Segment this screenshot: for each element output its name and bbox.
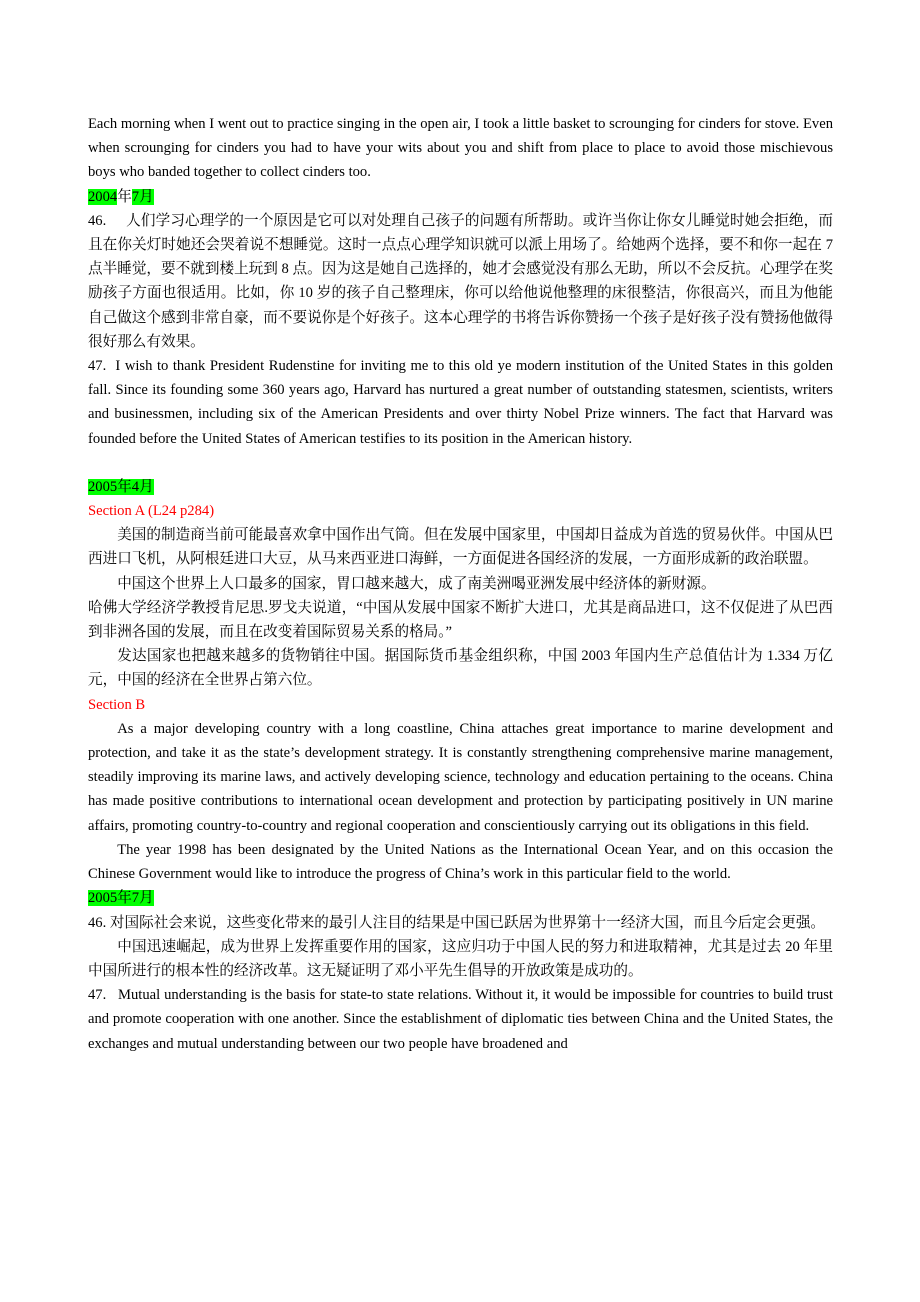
nian: 年 [117,890,132,907]
year: 2005 [88,478,118,495]
section-a-para: 美国的制造商当前可能最喜欢拿中国作出气筒。但在发展中国家里，中国却日益成为首选的贸易伙伴。中国从巴西进口飞机，从阿根廷进口大豆，从马来西亚进口海鲜，一方面促进各国经济的发展，一方面形成新的政治联盟。 [88,527,833,568]
nian: 年 [117,188,132,205]
spacer [88,451,833,475]
question-46-2005 [88,911,833,935]
section-a-para: 哈佛大学经济学教授肯尼思.罗戈夫说道，“中国从发展中国家不断扩大进口，尤其是商品进口，这不仅促进了从巴西到非洲各国的发展，而且在改变着国际贸易关系的格局。” [88,599,833,641]
yue: 月 [139,890,154,907]
month: 7 [131,188,140,205]
question-text: Mutual understanding is the basis for state-to state relations. Without it, it would be impossible for countries to build trust and promote cooperation with one another. Since the establishment of diplomatic ties between China and the United States, the exchanges and mutual understanding between our two people have broadened and [88,987,833,1052]
exam-date-2005-4 [88,475,833,499]
exam-date-2005-7 [88,886,833,910]
question-number: 46. [88,212,107,229]
question-47-2005 [88,983,833,1056]
question-text: I wish to thank President Rudenstine for inviting me to this old ye modern institution of the United States in this golden fall. Since its founding some 360 years ago, Harvard has nurtured a great number of outstanding statesmen, scientists, writers and businessmen, including six of the American Presidents and over thirty Nobel Prize winners. The fact that Harvard was founded before the United States of American testifies to its position in the American history. [88,358,834,447]
question-46-2005-para2: 中国迅速崛起，成为世界上发挥重要作用的国家，这应归功于中国人民的努力和进取精神，尤其是过去 20 年里中国所进行的根本性的经济改革。这无疑证明了邓小平先生倡导的开放政策是成功的。 [88,938,833,979]
question-number: 46. [88,914,107,931]
exam-date-2004-7 [88,185,833,209]
month: 7 [131,890,140,907]
document-page [88,112,833,1056]
month: 4 [131,478,140,495]
section-b-heading: Section B [88,696,146,713]
intro-paragraph: Each morning when I went out to practice singing in the open air, I took a little basket to scrounging for cinders for stove. Even when scrounging for cinders you had to have your wits about you and shift from place to place to avoid those mischievous boys who banded together to collect cinders too. [88,116,833,181]
year: 2004 [88,188,118,205]
question-47-2004 [88,354,833,451]
year: 2005 [88,890,118,907]
section-b-para: The year 1998 has been designated by the United Nations as the International Ocean Year, and on this occasion the Chinese Government would like to introduce the progress of China’s work in this particular field to the world. [88,841,833,883]
question-number: 47. [88,987,107,1004]
section-a-para: 中国这个世界上人口最多的国家，胃口越来越大，成了南美洲喝亚洲发展中经济体的新财源。 [117,575,716,592]
section-a-para: 发达国家也把越来越多的货物销往中国。据国际货币基金组织称，中国 2003 年国内生产总值估计为 1.334 万亿元，中国的经济在全世界占第六位。 [88,648,833,689]
yue: 月 [139,188,154,205]
nian: 年 [117,478,132,495]
question-number: 47. [88,358,107,375]
section-a-heading: Section A (L24 p284) [88,503,215,520]
question-text: 人们学习心理学的一个原因是它可以对处理自己孩子的问题有所帮助。或许当你让你女儿睡觉时她会拒绝，而且在你关灯时她还会哭着说不想睡觉。这时一点点心理学知识就可以派上用场了。给她两个选择，要不和你一起在 7 点半睡觉，要不就到楼上玩到 8 点。因为这是她自己选择的，她才会感觉没有那么无助，所以不会反抗。心理学在奖励孩子方面也很适用。比如，你 10 岁的孩子自己整理床，你可以给他说他整理的床很整洁，你很高兴，而且为他能自己做这个感到非常自豪，而不要说你是个好孩子。这本心理学的书将告诉你赞扬一个孩子是好孩子没有赞扬他做得很好那么有效果。 [88,212,833,350]
section-b-para: As a major developing country with a long coastline, China attaches great importance to marine development and protection, and take it as the state’s development strategy. It is constantly strengthening comprehensive marine management, steadily improving its marine laws, and actively developing science, technology and education pertaining to the oceans. China has made positive contributions to international ocean development and protection by participating positively in UN marine affairs, promoting country-to-country and regional cooperation and conscientiously carrying out its obligations in this field. [88,720,833,834]
question-text: 对国际社会来说，这些变化带来的最引人注目的结果是中国已跃居为世界第十一经济大国，而且今后定会更强。 [109,914,826,931]
yue: 月 [139,478,154,495]
question-46-2004 [88,209,833,354]
